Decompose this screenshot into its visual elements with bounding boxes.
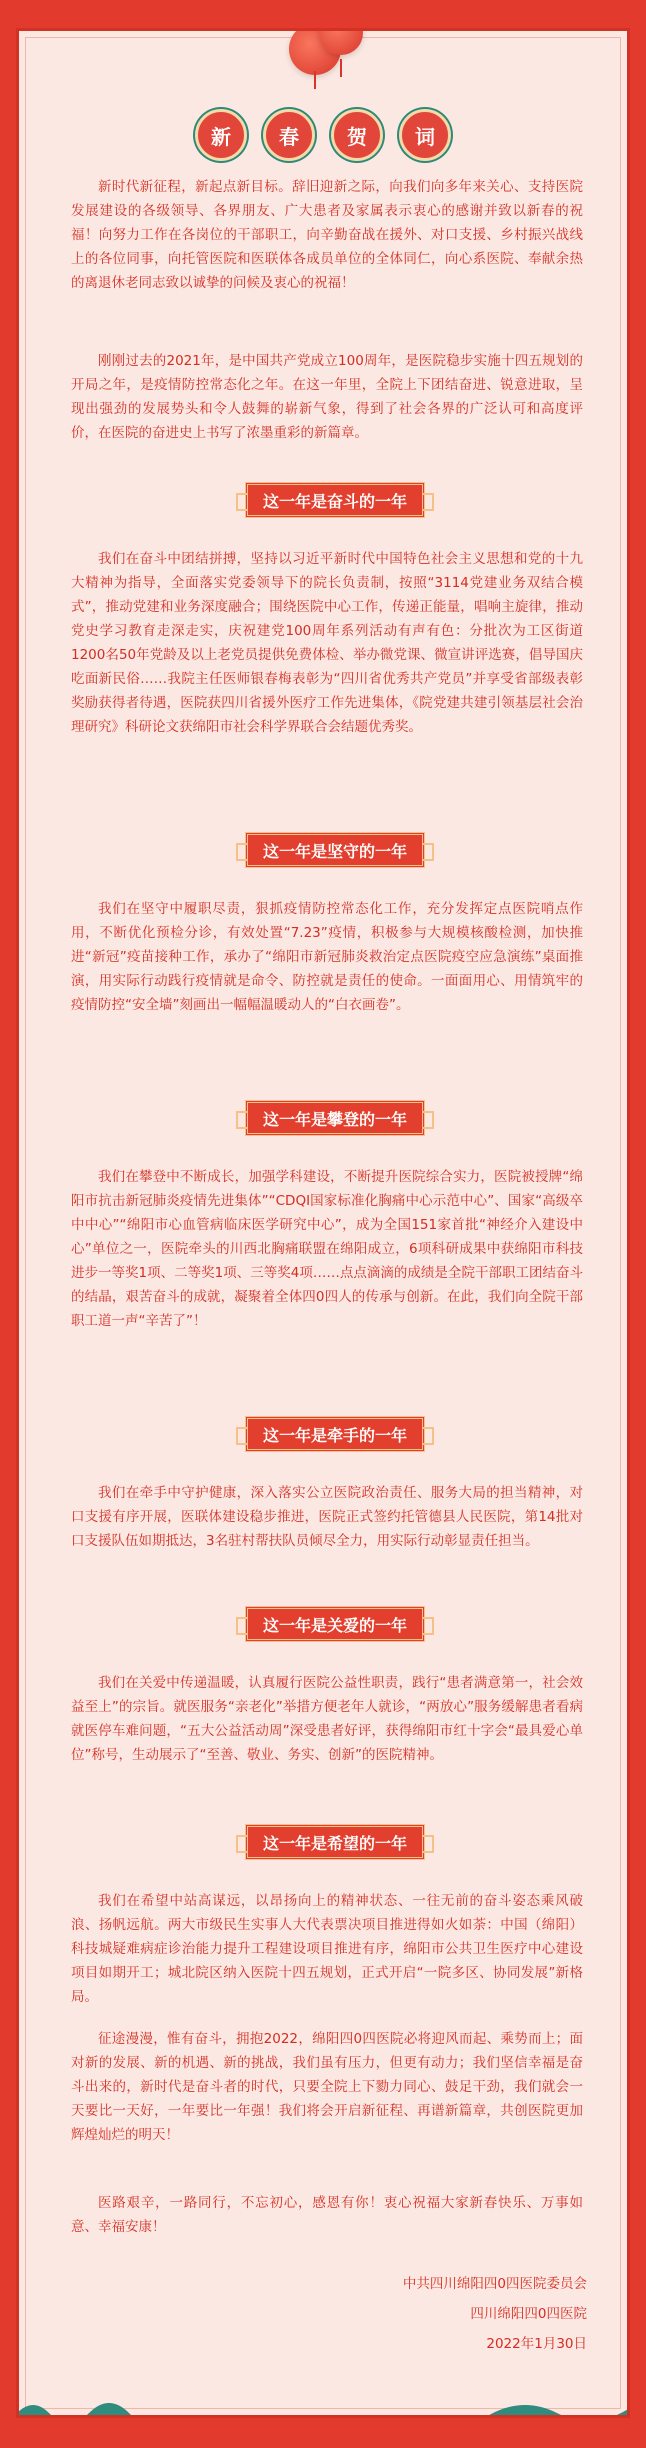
section-title-care [245,1599,425,1649]
intro-paragraph: 新时代新征程，新起点新目标。辞旧迎新之际，向我们向多年来关心、支持医院发展建设的各级领导、各界朋友、广大患者及家属表示衷心的感谢并致以新春的祝福！向努力工作在各岗位的干部职工，向辛勤奋战在援外、对口支援、乡村振兴战线上的各位同事，向托管医院和医联体各成员单位的全体同仁，向心系医院、奉献余热的离退休老同志致以诚挚的问候及衷心的祝福！ [71,179,583,291]
title-badges [19,109,627,161]
title-char: 新 [195,109,247,161]
intro-paragraph: 刚刚过去的2021年，是中国共产党成立100周年，是医院稳步实施十四五规划的开局之年，是疫情防控常态化之年。在这一年里，全院上下团结奋进、锐意进取，呈现出强劲的发展势头和令人鼓舞的崭新气象，得到了社会各界的广泛认可和高度评价，在医院的奋进史上书写了浓墨重彩的新篇章。 [71,353,583,441]
section-title-persist [245,825,425,875]
title-char: 贺 [331,109,383,161]
letter-panel [16,28,630,2418]
section-title: 这一年是牵手的一年 [245,1416,425,1452]
section-paragraph: 我们在攀登中不断成长，加强学科建设，不断提升医院综合实力，医院被授牌“绵阳市抗击新冠肺炎疫情先进集体”“CDQI国家标准化胸痛中心示范中心”、国家“高级卒中中心”“绵阳市心血管病临床医学研究中心”，成为全国151家首批“神经介入建设中心”单位之一，医院牵头的川西北胸痛联盟在绵阳成立，6项科研成果中获绵阳市科技进步一等奖1项、二等奖1项、三等奖4项……点点滴滴的成绩是全院干部职工团结奋斗的结晶，艰苦奋斗的成就，凝聚着全体四0四人的传承与创新。在此，我们向全院干部职工道一声“辛苦了”！ [71,1169,583,1329]
section-paragraph: 我们在关爱中传递温暖，认真履行医院公益性职责，践行“患者满意第一，社会效益至上”的宗旨。就医服务“亲老化”举措方便老年人就诊，“两放心”服务缓解患者看病就医停车难问题，“五大公益活动周”深受患者好评，获得绵阳市红十字会“最具爱心单位”称号，生动展示了“至善、敬业、务实、创新”的医院精神。 [71,1675,583,1763]
section-paragraph: 我们在奋斗中团结拼搏，坚持以习近平新时代中国特色社会主义思想和党的十九大精神为指导，全面落实党委领导下的院长负责制，按照“3114党建业务双结合模式”，推动党建和业务深度融合；围绕医院中心工作，传递正能量，唱响主旋律，推动党史学习教育走深走实，庆祝建党100周年系列活动有声有色：分批次为工区街道1200名50年党龄及以上老党员提供免费体检、举办微党课、微宣讲评选赛，倡导国庆吃面新民俗……我院主任医师银春梅表彰为“四川省优秀共产党员”并享受省部级表彰奖励获得者待遇，医院获四川省援外医疗工作先进集体，《院党建共建引领基层社会治理研究》科研论文获绵阳市社会科学界联合会结题优秀奖。 [71,551,583,735]
section-title-hope [245,1817,425,1867]
section-title: 这一年是攀登的一年 [245,1100,425,1136]
section-title: 这一年是奋斗的一年 [245,482,425,518]
closing-paragraph: 医路艰辛，一路同行，不忘初心，感恩有你！衷心祝福大家新春快乐、万事如意、幸福安康！ [71,2195,583,2235]
section-title: 这一年是希望的一年 [245,1824,425,1860]
section-paragraph: 我们在希望中站高谋远，以昂扬向上的精神状态、一往无前的奋斗姿态乘风破浪、扬帆远航。两大市级民生实事人大代表票决项目推进得如火如荼：中国（绵阳）科技城疑难病症诊治能力提升工程建设项目推进有序，绵阳市公共卫生医疗中心建设项目如期开工；城北院区纳入医院十四五规划，正式开启“一院多区、协同发展”新格局。 [71,1893,583,2005]
wave-decoration-icon [477,2383,630,2418]
section-title-struggle [245,475,425,525]
closing-paragraph: 征途漫漫，惟有奋斗，拥抱2022，绵阳四0四医院必将迎风而起、乘势而上；面对新的发展、新的机遇、新的挑战，我们虽有压力，但更有动力；我们坚信幸福是奋斗出来的，新时代是奋斗者的时代，只要全院上下勠力同心、鼓足干劲，我们就会一天要比一天好，一年要比一年强！我们将会开启新征程、再谱新篇章，共创医院更加辉煌灿烂的明天！ [71,2031,583,2143]
signature-block [227,2269,587,2359]
signature-date: 2022年1月30日 [486,2336,587,2352]
title-char: 词 [399,109,451,161]
section-title-handinhand [245,1409,425,1459]
title-char: 春 [263,109,315,161]
section-paragraph: 我们在牵手中守护健康，深入落实公立医院政治责任、服务大局的担当精神，对口支援有序开展，医联体建设稳步推进，医院正式签约托管德县人民医院，第14批对口支援队伍如期抵达，3名驻村帮扶队员倾尽全力，用实际行动彰显责任担当。 [71,1485,583,1549]
wave-decoration-icon [16,2383,169,2418]
signature-org: 中共四川绵阳四0四医院委员会 [402,2276,587,2292]
section-title: 这一年是关爱的一年 [245,1606,425,1642]
section-title-climb [245,1093,425,1143]
section-paragraph: 我们在坚守中履职尽责，狠抓疫情防控常态化工作，充分发挥定点医院哨点作用，不断优化预检分诊，有效处置“7.23”疫情，积极参与大规模核酸检测，加快推进“新冠”疫苗接种工作，承办了“绵阳市新冠肺炎救治定点医院疫空应急演练”桌面推演，用实际行动践行疫情就是命令、防控就是责任的使命。一面面用心、用情筑牢的疫情防控“安全墙”刻画出一幅幅温暖动人的“白衣画卷”。 [71,901,583,1013]
signature-hospital: 四川绵阳四0四医院 [470,2306,587,2322]
section-title: 这一年是坚守的一年 [245,832,425,868]
